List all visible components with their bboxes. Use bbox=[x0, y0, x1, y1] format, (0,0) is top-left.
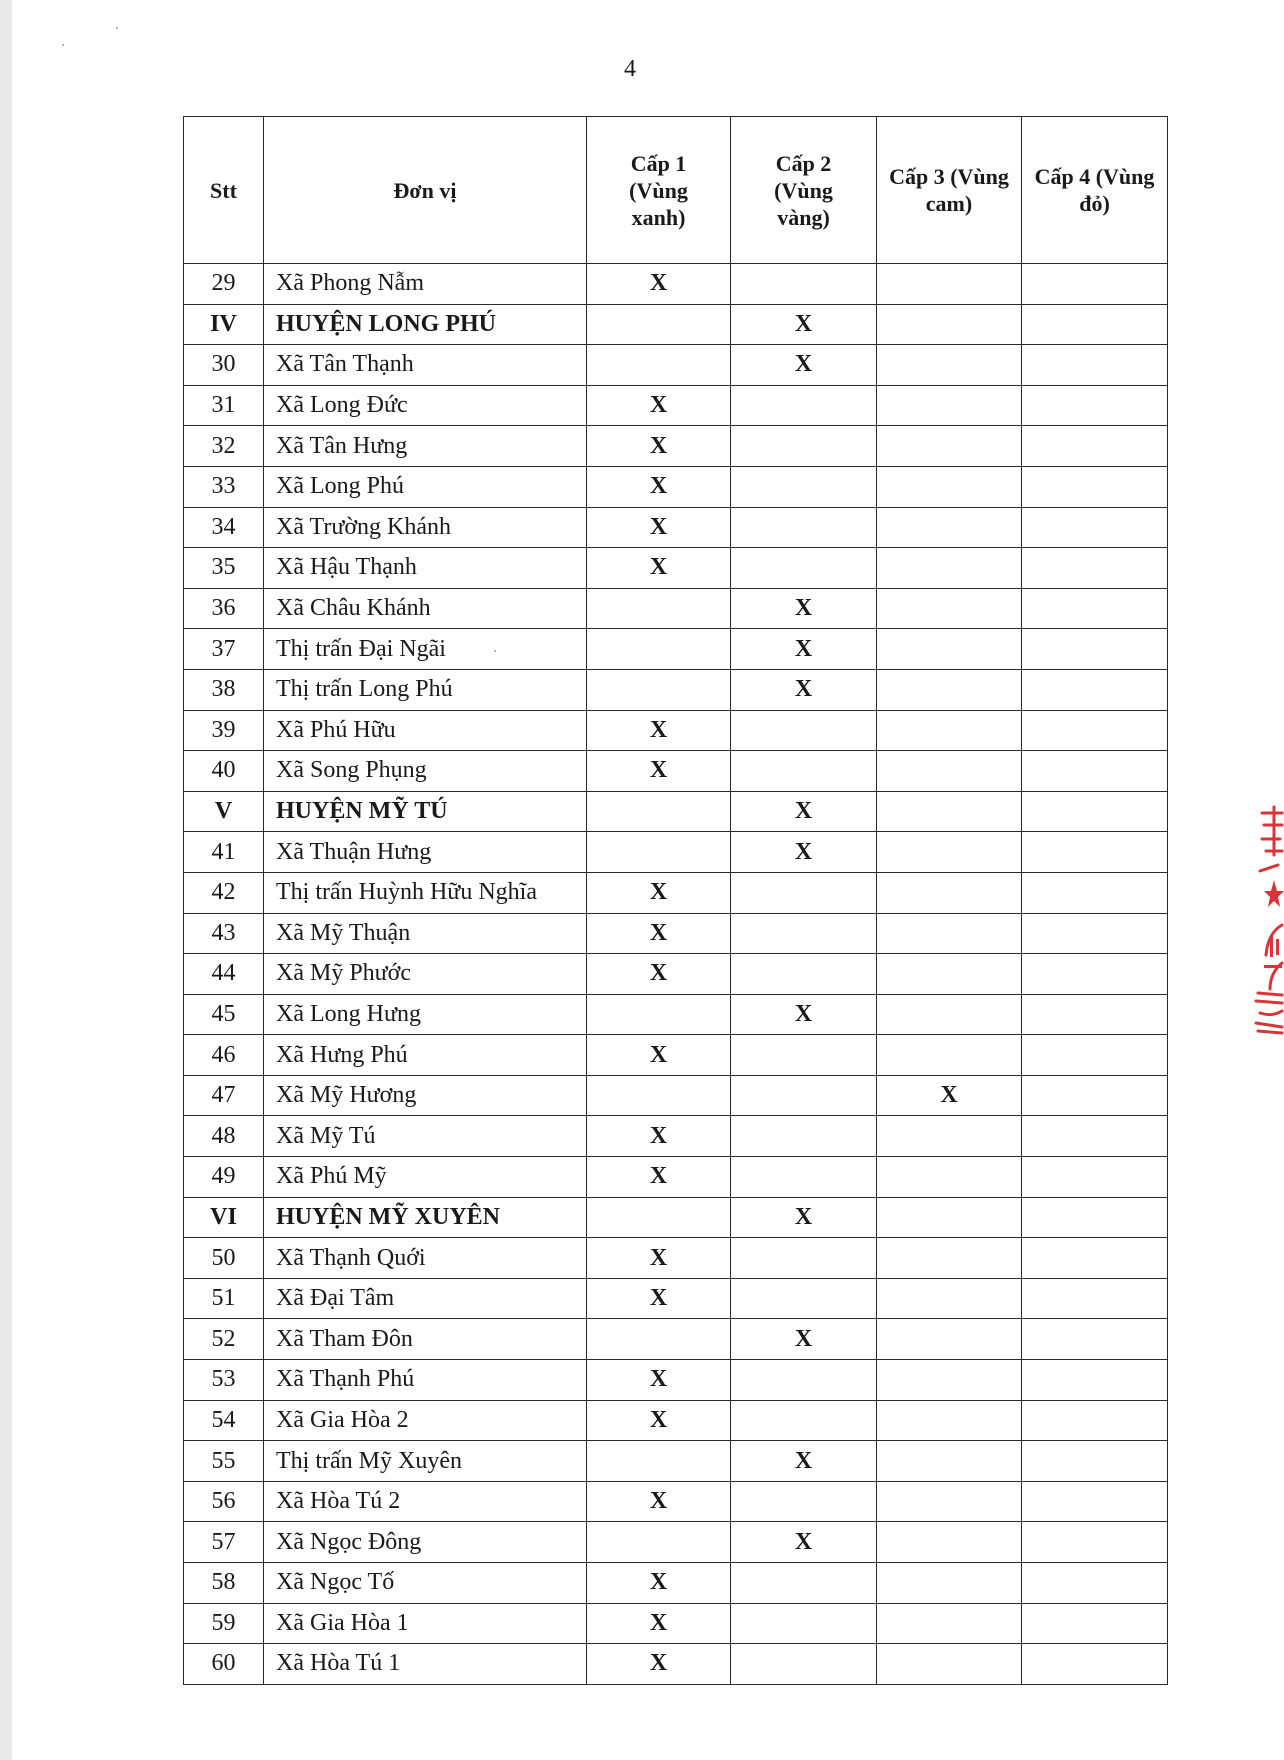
level3-cell bbox=[877, 507, 1022, 548]
district-row bbox=[184, 791, 1168, 832]
scan-speck bbox=[116, 27, 118, 29]
level3-cell bbox=[877, 629, 1022, 670]
unit-cell: Xã Long Đức bbox=[264, 385, 587, 426]
table-row bbox=[184, 1116, 1168, 1157]
stt-cell: 38 bbox=[184, 669, 264, 710]
unit-cell: Xã Song Phụng bbox=[264, 751, 587, 792]
unit-cell: Thị trấn Huỳnh Hữu Nghĩa bbox=[264, 872, 587, 913]
table-row bbox=[184, 994, 1168, 1035]
red-seal-fragment-icon bbox=[1252, 805, 1284, 1035]
unit-cell: Xã Long Phú bbox=[264, 466, 587, 507]
page-number: 4 bbox=[624, 56, 636, 82]
unit-cell: Xã Hậu Thạnh bbox=[264, 548, 587, 589]
level2-cell bbox=[731, 426, 877, 467]
unit-cell: Xã Phong Nẫm bbox=[264, 264, 587, 305]
scan-speck bbox=[62, 44, 64, 46]
col-header-unit: Đơn vị bbox=[264, 117, 587, 264]
level2-cell bbox=[731, 1157, 877, 1198]
unit-cell: Thị trấn Đại Ngãi bbox=[264, 629, 587, 670]
level1-cell: X bbox=[587, 1278, 731, 1319]
level3-cell bbox=[877, 1441, 1022, 1482]
level4-cell bbox=[1022, 629, 1168, 670]
level1-cell bbox=[587, 1075, 731, 1116]
unit-cell: Xã Thạnh Phú bbox=[264, 1360, 587, 1401]
col-header-level3: Cấp 3 (Vùng cam) bbox=[877, 117, 1022, 264]
level2-cell bbox=[731, 1400, 877, 1441]
level1-cell: X bbox=[587, 1238, 731, 1279]
stt-cell: 40 bbox=[184, 751, 264, 792]
table-row bbox=[184, 1644, 1168, 1685]
level4-cell bbox=[1022, 751, 1168, 792]
district-row bbox=[184, 304, 1168, 345]
level2-cell bbox=[731, 1035, 877, 1076]
table-row bbox=[184, 669, 1168, 710]
level3-cell bbox=[877, 954, 1022, 995]
level1-cell: X bbox=[587, 466, 731, 507]
table-row bbox=[184, 1278, 1168, 1319]
table-row bbox=[184, 1603, 1168, 1644]
level3-cell bbox=[877, 832, 1022, 873]
level1-cell bbox=[587, 669, 731, 710]
unit-cell: HUYỆN LONG PHÚ bbox=[264, 304, 587, 345]
unit-cell: Xã Mỹ Phước bbox=[264, 954, 587, 995]
district-row bbox=[184, 1197, 1168, 1238]
level3-cell: X bbox=[877, 1075, 1022, 1116]
stt-cell: 34 bbox=[184, 507, 264, 548]
stt-cell: 46 bbox=[184, 1035, 264, 1076]
level3-cell bbox=[877, 304, 1022, 345]
level4-cell bbox=[1022, 791, 1168, 832]
level1-cell: X bbox=[587, 264, 731, 305]
level3-cell bbox=[877, 1481, 1022, 1522]
level3-cell bbox=[877, 385, 1022, 426]
level4-cell bbox=[1022, 1075, 1168, 1116]
level2-cell bbox=[731, 1075, 877, 1116]
table-row bbox=[184, 1563, 1168, 1604]
unit-cell: Xã Hòa Tú 1 bbox=[264, 1644, 587, 1685]
stt-cell: 52 bbox=[184, 1319, 264, 1360]
level4-cell bbox=[1022, 345, 1168, 386]
table-row bbox=[184, 913, 1168, 954]
table-row bbox=[184, 710, 1168, 751]
table-row bbox=[184, 345, 1168, 386]
level1-cell: X bbox=[587, 507, 731, 548]
level2-cell bbox=[731, 954, 877, 995]
level4-cell bbox=[1022, 1603, 1168, 1644]
unit-cell: HUYỆN MỸ TÚ bbox=[264, 791, 587, 832]
level1-cell bbox=[587, 345, 731, 386]
stt-cell: 39 bbox=[184, 710, 264, 751]
unit-cell: Xã Gia Hòa 2 bbox=[264, 1400, 587, 1441]
table-row bbox=[184, 1157, 1168, 1198]
level2-cell bbox=[731, 710, 877, 751]
stt-cell: 54 bbox=[184, 1400, 264, 1441]
level2-cell: X bbox=[731, 791, 877, 832]
level4-cell bbox=[1022, 1400, 1168, 1441]
level2-cell bbox=[731, 1563, 877, 1604]
level3-cell bbox=[877, 548, 1022, 589]
table-row bbox=[184, 1319, 1168, 1360]
level2-cell: X bbox=[731, 994, 877, 1035]
level1-cell bbox=[587, 1319, 731, 1360]
stt-cell: 56 bbox=[184, 1481, 264, 1522]
table-row bbox=[184, 466, 1168, 507]
unit-cell: Xã Ngọc Tố bbox=[264, 1563, 587, 1604]
level1-cell: X bbox=[587, 1400, 731, 1441]
level3-cell bbox=[877, 1197, 1022, 1238]
unit-cell: Xã Tham Đôn bbox=[264, 1319, 587, 1360]
unit-cell: Xã Tân Thạnh bbox=[264, 345, 587, 386]
level1-cell: X bbox=[587, 751, 731, 792]
level1-cell: X bbox=[587, 1157, 731, 1198]
level1-cell: X bbox=[587, 1116, 731, 1157]
level1-cell: X bbox=[587, 1481, 731, 1522]
level2-cell bbox=[731, 751, 877, 792]
level2-cell bbox=[731, 385, 877, 426]
level1-cell: X bbox=[587, 1360, 731, 1401]
level2-cell: X bbox=[731, 629, 877, 670]
level3-cell bbox=[877, 1360, 1022, 1401]
stt-cell: 58 bbox=[184, 1563, 264, 1604]
level1-cell bbox=[587, 994, 731, 1035]
table-row bbox=[184, 1238, 1168, 1279]
level3-cell bbox=[877, 426, 1022, 467]
stt-cell: 31 bbox=[184, 385, 264, 426]
level1-cell: X bbox=[587, 710, 731, 751]
stt-cell: 57 bbox=[184, 1522, 264, 1563]
level2-cell bbox=[731, 1481, 877, 1522]
unit-cell: Xã Phú Mỹ bbox=[264, 1157, 587, 1198]
col-header-level1: Cấp 1 (Vùng xanh) bbox=[587, 117, 731, 264]
level1-cell: X bbox=[587, 548, 731, 589]
stt-cell: 45 bbox=[184, 994, 264, 1035]
level2-cell: X bbox=[731, 345, 877, 386]
level4-cell bbox=[1022, 669, 1168, 710]
level4-cell bbox=[1022, 1319, 1168, 1360]
level3-cell bbox=[877, 1116, 1022, 1157]
table-row bbox=[184, 1035, 1168, 1076]
unit-cell: Xã Tân Hưng bbox=[264, 426, 587, 467]
level4-cell bbox=[1022, 1278, 1168, 1319]
level2-cell bbox=[731, 264, 877, 305]
level2-cell: X bbox=[731, 669, 877, 710]
unit-cell: Xã Châu Khánh bbox=[264, 588, 587, 629]
table-row bbox=[184, 588, 1168, 629]
col-header-level4: Cấp 4 (Vùng đỏ) bbox=[1022, 117, 1168, 264]
unit-cell: Xã Mỹ Hương bbox=[264, 1075, 587, 1116]
level2-cell bbox=[731, 1603, 877, 1644]
level2-cell: X bbox=[731, 304, 877, 345]
level2-cell bbox=[731, 1278, 877, 1319]
level3-cell bbox=[877, 791, 1022, 832]
level4-cell bbox=[1022, 1035, 1168, 1076]
level2-cell bbox=[731, 507, 877, 548]
unit-cell: Xã Mỹ Tú bbox=[264, 1116, 587, 1157]
level4-cell bbox=[1022, 1563, 1168, 1604]
unit-cell: Xã Phú Hữu bbox=[264, 710, 587, 751]
level3-cell bbox=[877, 1035, 1022, 1076]
level4-cell bbox=[1022, 1644, 1168, 1685]
level2-cell bbox=[731, 1360, 877, 1401]
level1-cell bbox=[587, 304, 731, 345]
stt-cell: 36 bbox=[184, 588, 264, 629]
table-row bbox=[184, 629, 1168, 670]
unit-cell: Xã Thạnh Quới bbox=[264, 1238, 587, 1279]
level4-cell bbox=[1022, 426, 1168, 467]
level4-cell bbox=[1022, 304, 1168, 345]
level2-cell bbox=[731, 548, 877, 589]
stt-cell: 44 bbox=[184, 954, 264, 995]
level1-cell: X bbox=[587, 872, 731, 913]
classification-table bbox=[183, 116, 1168, 1685]
level2-cell: X bbox=[731, 588, 877, 629]
level2-cell: X bbox=[731, 1522, 877, 1563]
level4-cell bbox=[1022, 1116, 1168, 1157]
level3-cell bbox=[877, 913, 1022, 954]
level3-cell bbox=[877, 1603, 1022, 1644]
level4-cell bbox=[1022, 994, 1168, 1035]
level1-cell bbox=[587, 1522, 731, 1563]
level3-cell bbox=[877, 1238, 1022, 1279]
level2-cell bbox=[731, 1238, 877, 1279]
unit-cell: Xã Hưng Phú bbox=[264, 1035, 587, 1076]
unit-cell: Thị trấn Long Phú bbox=[264, 669, 587, 710]
unit-cell: Xã Ngọc Đông bbox=[264, 1522, 587, 1563]
level3-cell bbox=[877, 1644, 1022, 1685]
level3-cell bbox=[877, 264, 1022, 305]
level3-cell bbox=[877, 994, 1022, 1035]
level1-cell bbox=[587, 832, 731, 873]
table-row bbox=[184, 426, 1168, 467]
level3-cell bbox=[877, 669, 1022, 710]
unit-cell: Xã Thuận Hưng bbox=[264, 832, 587, 873]
stt-cell: 41 bbox=[184, 832, 264, 873]
unit-cell: Xã Long Hưng bbox=[264, 994, 587, 1035]
level3-cell bbox=[877, 466, 1022, 507]
stt-cell: 50 bbox=[184, 1238, 264, 1279]
unit-cell: Xã Trường Khánh bbox=[264, 507, 587, 548]
level1-cell: X bbox=[587, 385, 731, 426]
level2-cell bbox=[731, 1116, 877, 1157]
stt-cell: 49 bbox=[184, 1157, 264, 1198]
table-row bbox=[184, 872, 1168, 913]
unit-cell: HUYỆN MỸ XUYÊN bbox=[264, 1197, 587, 1238]
level1-cell bbox=[587, 1197, 731, 1238]
level1-cell: X bbox=[587, 954, 731, 995]
stt-cell: V bbox=[184, 791, 264, 832]
level2-cell bbox=[731, 466, 877, 507]
level1-cell: X bbox=[587, 426, 731, 467]
unit-cell: Xã Hòa Tú 2 bbox=[264, 1481, 587, 1522]
table-header-row bbox=[184, 117, 1168, 264]
stt-cell: 33 bbox=[184, 466, 264, 507]
level3-cell bbox=[877, 751, 1022, 792]
level3-cell bbox=[877, 345, 1022, 386]
table-row bbox=[184, 751, 1168, 792]
stt-cell: VI bbox=[184, 1197, 264, 1238]
unit-cell: Xã Gia Hòa 1 bbox=[264, 1603, 587, 1644]
level3-cell bbox=[877, 1319, 1022, 1360]
level1-cell bbox=[587, 791, 731, 832]
stt-cell: 43 bbox=[184, 913, 264, 954]
stt-cell: 29 bbox=[184, 264, 264, 305]
stt-cell: IV bbox=[184, 304, 264, 345]
level4-cell bbox=[1022, 872, 1168, 913]
level4-cell bbox=[1022, 832, 1168, 873]
table-row bbox=[184, 385, 1168, 426]
level4-cell bbox=[1022, 466, 1168, 507]
level2-cell bbox=[731, 913, 877, 954]
table-row bbox=[184, 1075, 1168, 1116]
stt-cell: 55 bbox=[184, 1441, 264, 1482]
stt-cell: 47 bbox=[184, 1075, 264, 1116]
stt-cell: 42 bbox=[184, 872, 264, 913]
table-row bbox=[184, 954, 1168, 995]
level4-cell bbox=[1022, 1238, 1168, 1279]
col-header-stt: Stt bbox=[184, 117, 264, 264]
level4-cell bbox=[1022, 1360, 1168, 1401]
stt-cell: 53 bbox=[184, 1360, 264, 1401]
level4-cell bbox=[1022, 1157, 1168, 1198]
level3-cell bbox=[877, 588, 1022, 629]
stt-cell: 51 bbox=[184, 1278, 264, 1319]
unit-cell: Xã Đại Tâm bbox=[264, 1278, 587, 1319]
level3-cell bbox=[877, 1278, 1022, 1319]
level4-cell bbox=[1022, 710, 1168, 751]
level1-cell bbox=[587, 1441, 731, 1482]
level3-cell bbox=[877, 710, 1022, 751]
level1-cell: X bbox=[587, 1603, 731, 1644]
level4-cell bbox=[1022, 507, 1168, 548]
level1-cell: X bbox=[587, 913, 731, 954]
unit-cell: Xã Mỹ Thuận bbox=[264, 913, 587, 954]
table-row bbox=[184, 832, 1168, 873]
stt-cell: 37 bbox=[184, 629, 264, 670]
level1-cell: X bbox=[587, 1644, 731, 1685]
level1-cell: X bbox=[587, 1035, 731, 1076]
level1-cell: X bbox=[587, 1563, 731, 1604]
level3-cell bbox=[877, 872, 1022, 913]
level2-cell: X bbox=[731, 1441, 877, 1482]
level3-cell bbox=[877, 1157, 1022, 1198]
table-row bbox=[184, 548, 1168, 589]
level4-cell bbox=[1022, 913, 1168, 954]
level4-cell bbox=[1022, 954, 1168, 995]
level2-cell bbox=[731, 1644, 877, 1685]
stt-cell: 48 bbox=[184, 1116, 264, 1157]
level2-cell: X bbox=[731, 832, 877, 873]
unit-cell: Thị trấn Mỹ Xuyên bbox=[264, 1441, 587, 1482]
level2-cell: X bbox=[731, 1197, 877, 1238]
level1-cell bbox=[587, 629, 731, 670]
level4-cell bbox=[1022, 548, 1168, 589]
level4-cell bbox=[1022, 1481, 1168, 1522]
level2-cell: X bbox=[731, 1319, 877, 1360]
table-row bbox=[184, 1400, 1168, 1441]
level4-cell bbox=[1022, 1197, 1168, 1238]
stt-cell: 60 bbox=[184, 1644, 264, 1685]
col-header-level2: Cấp 2 (Vùng vàng) bbox=[731, 117, 877, 264]
table-row bbox=[184, 1360, 1168, 1401]
level3-cell bbox=[877, 1563, 1022, 1604]
stt-cell: 30 bbox=[184, 345, 264, 386]
table-row bbox=[184, 507, 1168, 548]
table-row bbox=[184, 1481, 1168, 1522]
level3-cell bbox=[877, 1522, 1022, 1563]
stt-cell: 59 bbox=[184, 1603, 264, 1644]
table-row bbox=[184, 264, 1168, 305]
table-row bbox=[184, 1441, 1168, 1482]
level4-cell bbox=[1022, 385, 1168, 426]
level4-cell bbox=[1022, 588, 1168, 629]
level3-cell bbox=[877, 1400, 1022, 1441]
level2-cell bbox=[731, 872, 877, 913]
level4-cell bbox=[1022, 264, 1168, 305]
level1-cell bbox=[587, 588, 731, 629]
level4-cell bbox=[1022, 1441, 1168, 1482]
stt-cell: 35 bbox=[184, 548, 264, 589]
level4-cell bbox=[1022, 1522, 1168, 1563]
table-row bbox=[184, 1522, 1168, 1563]
stt-cell: 32 bbox=[184, 426, 264, 467]
